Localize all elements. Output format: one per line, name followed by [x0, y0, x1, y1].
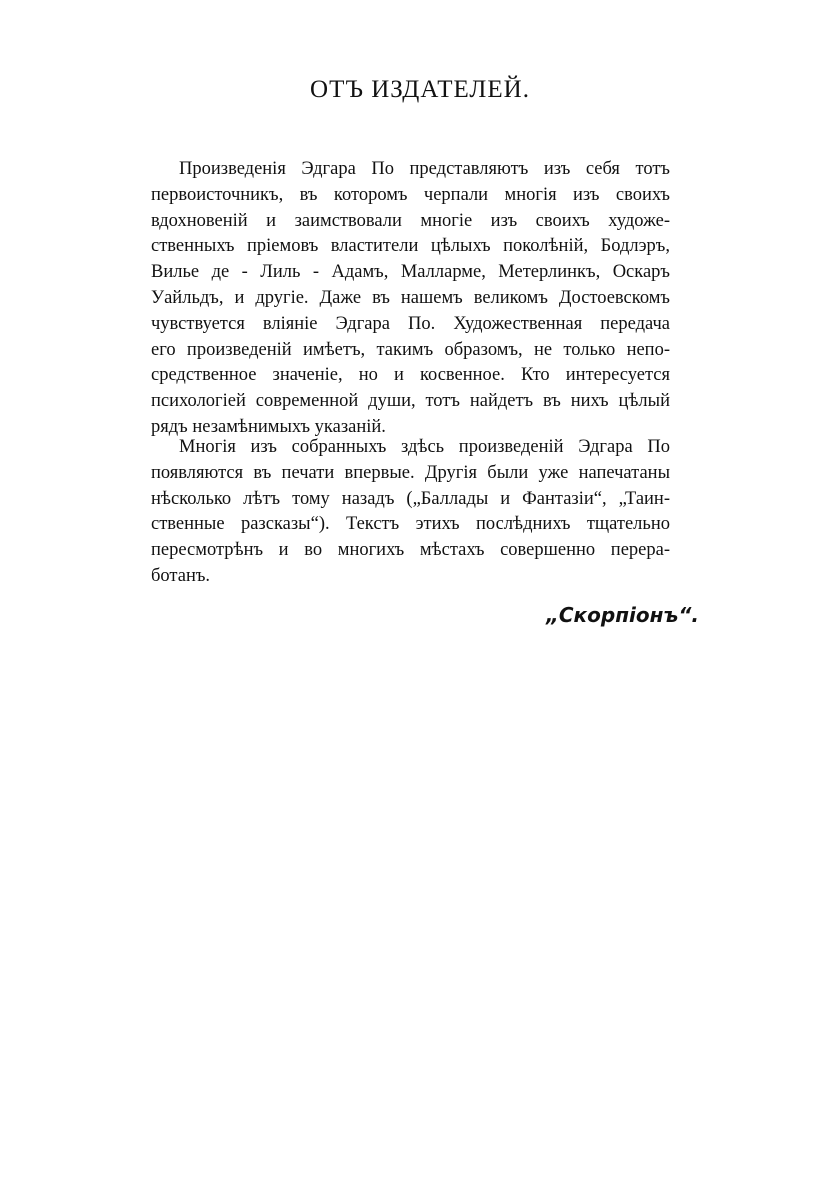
text-line: Многія изъ собранныхъ здѣсь произведеній Эдгара По	[179, 437, 670, 457]
text-line: первоисточникъ, въ которомъ черпали многія изъ своихъ	[151, 184, 670, 205]
text-line: Вилье де - Лиль - Адамъ, Малларме, Метерлинкъ, Оскаръ	[151, 262, 670, 283]
text-line: Уайльдъ, и другіе. Даже въ нашемъ великомъ Достоевскомъ	[151, 287, 670, 308]
paragraph-2	[151, 435, 670, 590]
text-line: его произведеній имѣетъ, такимъ образомъ, не только непо-	[151, 339, 670, 360]
signature: „Скорпіонъ“.	[546, 603, 699, 627]
text-line: вдохновеній и заимствовали многіе изъ своихъ художе-	[151, 210, 670, 231]
text-line: чувствуется вліяніе Эдгара По. Художественная передача	[151, 313, 670, 334]
text-line: рядъ незамѣнимыхъ указаній.	[151, 416, 386, 437]
text-line: Произведенія Эдгара По представляютъ изъ себя тотъ	[179, 159, 670, 179]
text-line: ботанъ.	[151, 565, 211, 586]
text-line: ственныхъ пріемовъ властители цѣлыхъ поколѣній, Бодлэръ,	[151, 236, 670, 257]
text-line: психологіей современной души, тотъ найдетъ въ нихъ цѣлый	[151, 391, 670, 412]
text-line: средственное значеніе, но и косвенное. Кто интересуется	[151, 365, 670, 386]
page-title: ОТЪ ИЗДАТЕЛЕЙ.	[310, 76, 530, 103]
paragraph-1	[151, 157, 670, 441]
text-line: ственные разсказы“). Текстъ этихъ послѣднихъ тщательно	[151, 514, 670, 535]
text-line: нѣсколько лѣтъ тому назадъ („Баллады и Фантазіи“, „Таин-	[151, 488, 670, 509]
text-line: появляются въ печати впервые. Другія были уже напечатаны	[151, 462, 670, 483]
text-line: пересмотрѣнъ и во многихъ мѣстахъ совершенно перера-	[151, 540, 670, 561]
